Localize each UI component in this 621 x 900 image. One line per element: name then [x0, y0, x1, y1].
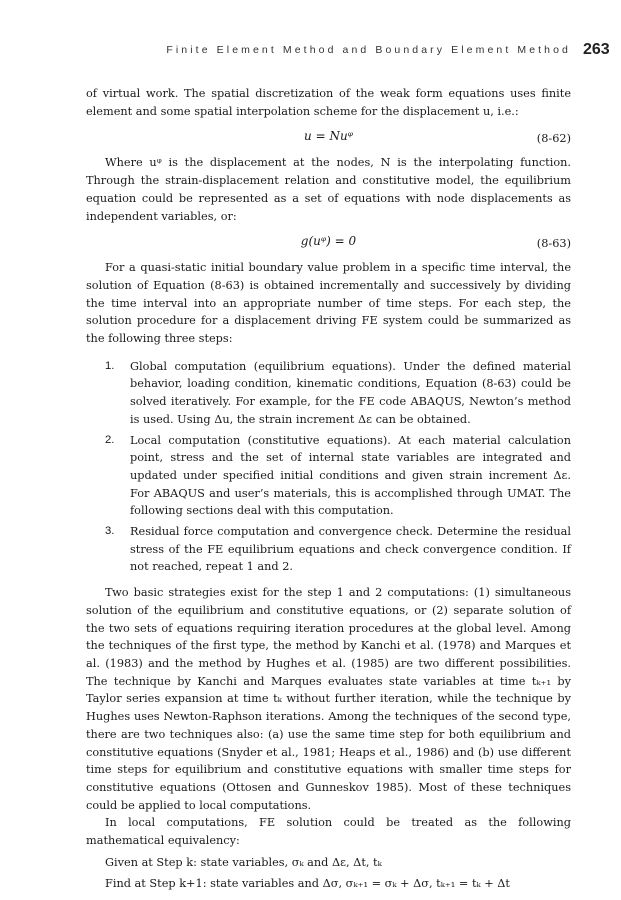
paragraph-2: Where uᵠ is the displacement at the nodes, N is the interpolating function. Through the strain-displacement relation and constitutive model, the equilibrium equation could be represented as a set of equations with node displacements as independent variables, or: [86, 156, 571, 223]
list-item [86, 432, 571, 521]
list-item-number: 3. [105, 525, 115, 538]
equation-number: (8-62) [536, 132, 571, 146]
find-statement: Find at Step k+1: state variables and Δσ, σₖ₊₁ = σₖ + Δσ, tₖ₊₁ = tₖ + Δt [105, 877, 510, 891]
paragraph-3: For a quasi-static initial boundary value problem in a specific time interval, the solution of Equation (8-63) is obtained incrementally and successively by dividing the time interval into an appropriate number of time steps. For each step, the solution procedure for a displacement driving FE system could be summarized as the following three steps: [86, 261, 571, 346]
given-statement: Given at Step k: state variables, σₖ and Δε, Δt, tₖ [105, 855, 382, 869]
equation-8-62 [86, 122, 571, 152]
body-text [86, 85, 571, 893]
equation-formula: u = Nuᵠ [304, 129, 353, 144]
list-item-text: Local computation (constitutive equations). At each material calculation point, stress and the set of internal state variables are integrated and updated under specified initial conditions and given strain increment Δε. For ABAQUS and user’s materials, this is accomplished through UMAT. The following sections deal with this computation. [130, 433, 571, 518]
equation-formula: g(uᵠ) = 0 [300, 234, 357, 249]
solution-steps-list [86, 358, 571, 576]
list-item-number: 2. [105, 433, 115, 446]
paragraph-1: of virtual work. The spatial discretization of the weak form equations uses finite element and some spatial interpolation scheme for the displacement u, i.e.: [86, 87, 571, 118]
equation-number: (8-63) [536, 237, 571, 251]
paragraph-4: Two basic strategies exist for the step 1 and 2 computations: (1) simultaneous solution of the equilibrium and constitutive equations, or (2) separate solution of the two sets of equations requiring iteration procedures at the global level. Among the techniques of the first type, the method by Kanchi et al. (1978) and Marques et al. (1983) and the method by Hughes et al. (1985) are two different possibilities. The technique by Kanchi and Marques evaluates state variables at time tₖ₊₁ by Taylor series expansion at time tₖ without further iteration, while the technique by Hughes uses Newton-Raphson iterations. Among the techniques of the second type, there are two techniques also: (a) use the same time step for both equilibrium and constitutive equations (Snyder et al., 1981; Heaps et al., 1986) and (b) use different time steps for equilibrium and constitutive equations with smaller time steps for constitutive equations (Ottosen and Gunneskov 1985). Most of these techniques could be applied to local computations. [86, 586, 571, 812]
paragraph-5: In local computations, FE solution could be treated as the following mathematical equivalency: [86, 816, 571, 848]
equation-8-63 [86, 227, 571, 257]
list-item [86, 523, 571, 576]
page-number: 263 [583, 41, 610, 58]
list-item-number: 1. [105, 359, 115, 372]
list-item-text: Residual force computation and convergence check. Determine the residual stress of the FE equilibrium equations and check convergence condition. If not reached, repeat 1 and 2. [130, 525, 571, 574]
list-item-text: Global computation (equilibrium equations). Under the defined material behavior, loading condition, kinematic conditions, Equation (8-63) could be solved iteratively. For example, for the FE code ABAQUS, Newton’s method is used. Using Δu, the strain increment Δε can be obtained. [130, 359, 571, 426]
running-header-title: Finite Element Method and Boundary Element Method [166, 44, 571, 56]
list-item [86, 358, 571, 429]
